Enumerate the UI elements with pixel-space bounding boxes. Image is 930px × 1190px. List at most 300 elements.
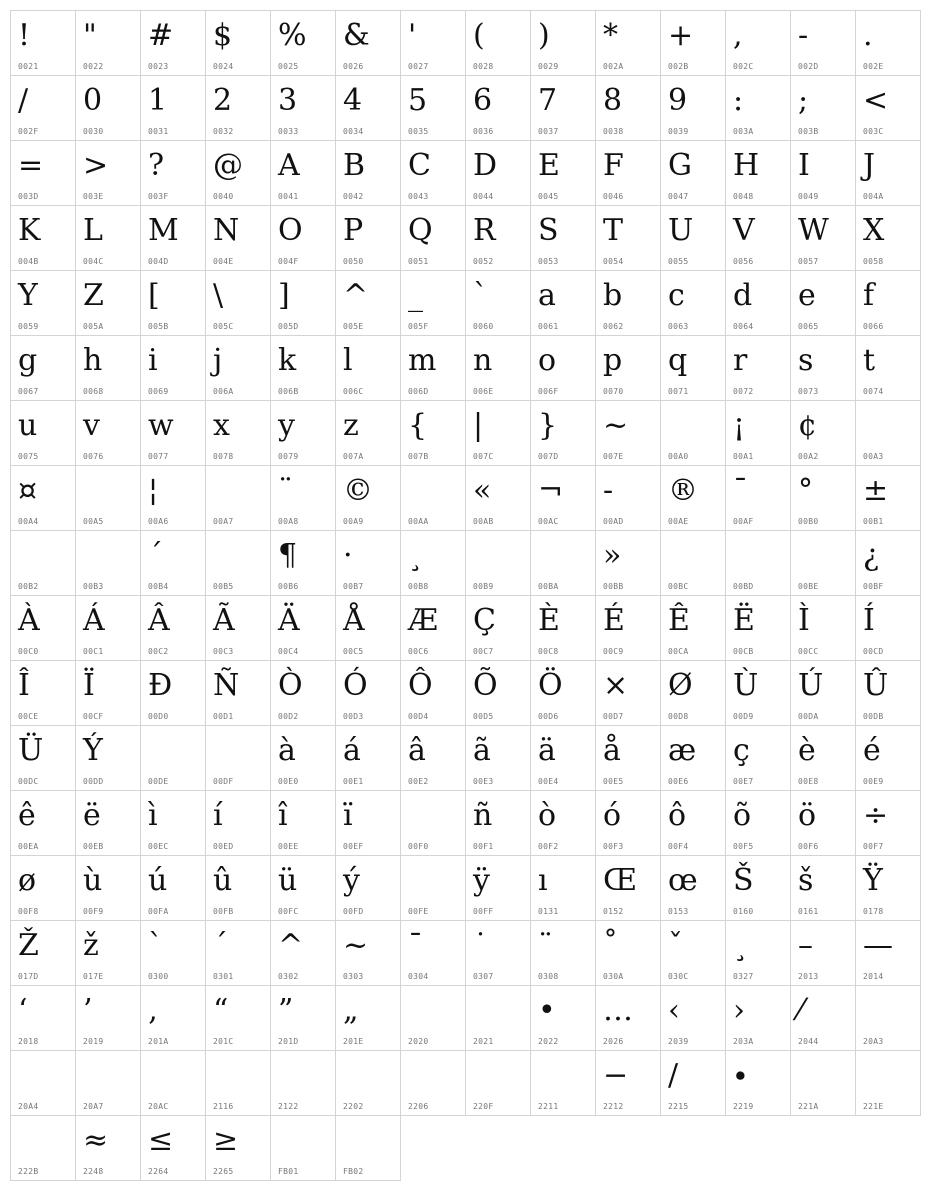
glyph-cell [10, 660, 76, 726]
glyph-cell [205, 595, 271, 661]
glyph-codepoint-label: 017E [83, 972, 104, 981]
glyph-sample: \ [213, 278, 224, 313]
glyph-sample: L [83, 213, 103, 248]
glyph-sample: Ü [18, 733, 44, 768]
glyph-codepoint-label: 0064 [733, 322, 754, 331]
glyph-sample: v [83, 408, 100, 443]
glyph-cell [335, 790, 401, 856]
glyph-sample: ý [343, 863, 360, 898]
glyph-cell [660, 855, 726, 921]
glyph-cell [335, 465, 401, 531]
glyph-cell [465, 920, 531, 986]
glyph-codepoint-label: 0065 [798, 322, 819, 331]
glyph-sample: ù [83, 863, 103, 898]
glyph-codepoint-label: 2020 [408, 1037, 429, 1046]
glyph-cell [400, 595, 466, 661]
glyph-cell [725, 75, 791, 141]
glyph-sample: ` [473, 278, 488, 313]
glyph-sample: ö [798, 798, 817, 833]
glyph-codepoint-label: 00FE [408, 907, 429, 916]
glyph-codepoint-label: 00B3 [83, 582, 104, 591]
glyph-codepoint-label: 20AC [148, 1102, 169, 1111]
glyph-cell [140, 660, 206, 726]
glyph-codepoint-label: 00BB [603, 582, 624, 591]
glyph-cell [530, 465, 596, 531]
glyph-codepoint-label: 0053 [538, 257, 559, 266]
glyph-sample: Ê [668, 603, 690, 638]
glyph-sample: « [473, 473, 492, 508]
glyph-cell [140, 205, 206, 271]
glyph-sample: x [213, 408, 230, 443]
glyph-sample: D [473, 148, 498, 183]
glyph-codepoint-label: 0042 [343, 192, 364, 201]
glyph-cell [725, 855, 791, 921]
glyph-cell [75, 1050, 141, 1116]
glyph-cell [725, 270, 791, 336]
glyph-sample: | [473, 408, 484, 443]
glyph-codepoint-label: 201C [213, 1037, 234, 1046]
glyph-sample: ~ [343, 928, 369, 963]
glyph-cell [270, 400, 336, 466]
glyph-sample: ó [603, 798, 622, 833]
glyph-sample: , [733, 18, 743, 53]
glyph-cell [75, 400, 141, 466]
glyph-codepoint-label: 00F7 [863, 842, 884, 851]
glyph-cell [530, 920, 596, 986]
glyph-cell [465, 400, 531, 466]
glyph-sample: ! [18, 18, 31, 53]
glyph-cell [400, 400, 466, 466]
glyph-sample: “ [213, 993, 229, 1028]
glyph-sample: e [798, 278, 816, 313]
glyph-sample: 4 [343, 83, 363, 118]
glyph-cell [660, 985, 726, 1051]
glyph-cell [75, 595, 141, 661]
glyph-codepoint-label: 0021 [18, 62, 39, 71]
glyph-cell [790, 855, 856, 921]
glyph-codepoint-label: 00A2 [798, 452, 819, 461]
glyph-codepoint-label: 005A [83, 322, 104, 331]
glyph-sample: Ò [278, 668, 303, 703]
glyph-codepoint-label: 2116 [213, 1102, 234, 1111]
glyph-sample: ¯ [733, 473, 748, 508]
glyph-codepoint-label: 00A9 [343, 517, 364, 526]
glyph-sample: k [278, 343, 297, 378]
glyph-cell [595, 790, 661, 856]
glyph-sample: G [668, 148, 692, 183]
glyph-sample: Í [863, 603, 875, 638]
glyph-sample: 3 [278, 83, 298, 118]
glyph-cell [855, 790, 921, 856]
glyph-sample: M [148, 213, 179, 248]
glyph-cell [140, 1115, 206, 1181]
glyph-codepoint-label: 004C [83, 257, 104, 266]
glyph-cell [400, 855, 466, 921]
glyph-codepoint-label: 030C [668, 972, 689, 981]
glyph-codepoint-label: 00EF [343, 842, 364, 851]
glyph-codepoint-label: 006F [538, 387, 559, 396]
glyph-sample: Û [863, 668, 889, 703]
glyph-sample: * [603, 18, 618, 53]
glyph-codepoint-label: 2211 [538, 1102, 559, 1111]
glyph-cell [660, 10, 726, 76]
glyph-codepoint-label: 00DA [798, 712, 819, 721]
glyph-sample: ¬ [538, 473, 564, 508]
glyph-sample: © [343, 473, 373, 508]
glyph-sample: ı [538, 863, 548, 898]
glyph-cell [400, 790, 466, 856]
glyph-cell [270, 1115, 336, 1181]
glyph-sample: Á [83, 603, 105, 638]
glyph-sample: Ø [668, 668, 693, 703]
glyph-sample: ï [343, 798, 353, 833]
glyph-sample: J [863, 148, 876, 183]
glyph-sample: i [148, 343, 158, 378]
glyph-codepoint-label: 0039 [668, 127, 689, 136]
glyph-sample: n [473, 343, 493, 378]
glyph-codepoint-label: 0308 [538, 972, 559, 981]
glyph-codepoint-label: 00A6 [148, 517, 169, 526]
glyph-cell [465, 465, 531, 531]
glyph-cell [335, 985, 401, 1051]
glyph-codepoint-label: 0043 [408, 192, 429, 201]
glyph-cell [335, 10, 401, 76]
glyph-sample: ‹ [668, 993, 680, 1028]
glyph-cell [660, 530, 726, 596]
glyph-codepoint-label: 00E0 [278, 777, 299, 786]
glyph-cell [270, 595, 336, 661]
glyph-cell [270, 335, 336, 401]
glyph-sample: f [863, 278, 875, 313]
glyph-cell [140, 465, 206, 531]
glyph-cell [530, 335, 596, 401]
glyph-cell [335, 400, 401, 466]
glyph-codepoint-label: 0076 [83, 452, 104, 461]
glyph-cell [465, 855, 531, 921]
glyph-codepoint-label: 00B2 [18, 582, 39, 591]
glyph-sample: Ö [538, 668, 563, 703]
glyph-codepoint-label: 00E1 [343, 777, 364, 786]
glyph-codepoint-label: 0071 [668, 387, 689, 396]
glyph-sample: - [798, 18, 809, 53]
glyph-codepoint-label: 00F4 [668, 842, 689, 851]
glyph-codepoint-label: 0038 [603, 127, 624, 136]
glyph-sample: ã [473, 733, 491, 768]
glyph-sample: { [408, 408, 428, 443]
glyph-codepoint-label: 00E6 [668, 777, 689, 786]
glyph-codepoint-label: FB02 [343, 1167, 364, 1176]
glyph-cell [10, 920, 76, 986]
glyph-codepoint-label: 00EC [148, 842, 169, 851]
glyph-codepoint-label: 00D2 [278, 712, 299, 721]
glyph-codepoint-label: 00C3 [213, 647, 234, 656]
glyph-codepoint-label: 00EA [18, 842, 39, 851]
glyph-sample: ≈ [83, 1123, 109, 1158]
glyph-codepoint-label: 0049 [798, 192, 819, 201]
glyph-cell [855, 660, 921, 726]
glyph-cell [465, 1050, 531, 1116]
glyph-codepoint-label: 00C1 [83, 647, 104, 656]
glyph-cell [465, 725, 531, 791]
glyph-cell [335, 530, 401, 596]
glyph-cell [660, 75, 726, 141]
glyph-codepoint-label: 00F0 [408, 842, 429, 851]
glyph-cell [10, 725, 76, 791]
glyph-cell [725, 985, 791, 1051]
glyph-sample: > [83, 148, 109, 183]
glyph-cell [335, 140, 401, 206]
glyph-sample: š [798, 863, 814, 898]
glyph-cell [465, 985, 531, 1051]
glyph-codepoint-label: 00C4 [278, 647, 299, 656]
glyph-codepoint-label: 00FF [473, 907, 494, 916]
glyph-cell [10, 400, 76, 466]
glyph-cell [660, 335, 726, 401]
glyph-sample: g [18, 343, 38, 378]
glyph-cell [10, 335, 76, 401]
glyph-codepoint-label: 00DC [18, 777, 39, 786]
glyph-sample: ì [148, 798, 158, 833]
glyph-cell [530, 205, 596, 271]
glyph-codepoint-label: 2264 [148, 1167, 169, 1176]
glyph-codepoint-label: 00F9 [83, 907, 104, 916]
glyph-cell [790, 985, 856, 1051]
glyph-sample: Ì [798, 603, 810, 638]
glyph-cell [790, 270, 856, 336]
glyph-cell [530, 140, 596, 206]
glyph-codepoint-label: 00FA [148, 907, 169, 916]
glyph-cell [465, 270, 531, 336]
glyph-sample: › [733, 993, 745, 1028]
glyph-cell [205, 335, 271, 401]
glyph-cell [595, 985, 661, 1051]
glyph-codepoint-label: 007E [603, 452, 624, 461]
glyph-codepoint-label: 002C [733, 62, 754, 71]
glyph-codepoint-label: 0060 [473, 322, 494, 331]
glyph-cell [205, 75, 271, 141]
glyph-codepoint-label: 00D5 [473, 712, 494, 721]
glyph-sample: ‚ [148, 993, 158, 1028]
glyph-codepoint-label: 0036 [473, 127, 494, 136]
glyph-cell [140, 335, 206, 401]
glyph-cell [10, 595, 76, 661]
glyph-cell [790, 920, 856, 986]
glyph-cell [335, 270, 401, 336]
glyph-sample: p [603, 343, 623, 378]
glyph-sample: F [603, 148, 624, 183]
glyph-sample: ¨ [538, 928, 553, 963]
glyph-sample: ñ [473, 798, 493, 833]
glyph-sample: ¸ [408, 538, 423, 573]
glyph-cell [595, 205, 661, 271]
glyph-sample: Ú [798, 668, 824, 703]
glyph-sample: ˇ [668, 928, 683, 963]
glyph-cell [75, 1115, 141, 1181]
glyph-codepoint-label: 0026 [343, 62, 364, 71]
glyph-cell [335, 75, 401, 141]
glyph-sample: P [343, 213, 364, 248]
glyph-cell [140, 140, 206, 206]
glyph-sample: q [668, 343, 688, 378]
glyph-cell [595, 10, 661, 76]
glyph-sample: à [278, 733, 296, 768]
glyph-sample: % [278, 18, 307, 53]
glyph-sample: Ñ [213, 668, 240, 703]
glyph-codepoint-label: 0058 [863, 257, 884, 266]
glyph-codepoint-label: 00B6 [278, 582, 299, 591]
glyph-cell [140, 595, 206, 661]
glyph-cell [270, 75, 336, 141]
glyph-cell [790, 400, 856, 466]
glyph-sample: h [83, 343, 103, 378]
glyph-sample: ≤ [148, 1123, 174, 1158]
glyph-sample: ç [733, 733, 750, 768]
glyph-codepoint-label: 00BC [668, 582, 689, 591]
glyph-cell [10, 205, 76, 271]
glyph-cell [205, 660, 271, 726]
glyph-cell [205, 855, 271, 921]
glyph-cell [140, 10, 206, 76]
glyph-cell [75, 140, 141, 206]
glyph-codepoint-label: 0035 [408, 127, 429, 136]
glyph-cell [725, 920, 791, 986]
glyph-sample: Š [733, 863, 754, 898]
glyph-cell [530, 790, 596, 856]
glyph-sample: ~ [603, 408, 629, 443]
glyph-sample: Ð [148, 668, 173, 703]
glyph-cell [725, 400, 791, 466]
glyph-codepoint-label: 006E [473, 387, 494, 396]
glyph-cell [140, 985, 206, 1051]
glyph-cell [10, 1115, 76, 1181]
glyph-cell [660, 270, 726, 336]
glyph-sample: ä [538, 733, 556, 768]
glyph-sample: 0 [83, 83, 103, 118]
glyph-cell [205, 465, 271, 531]
glyph-codepoint-label: 2022 [538, 1037, 559, 1046]
glyph-codepoint-label: 00BE [798, 582, 819, 591]
glyph-codepoint-label: 2014 [863, 972, 884, 981]
glyph-codepoint-label: 00B8 [408, 582, 429, 591]
glyph-cell [140, 725, 206, 791]
glyph-codepoint-label: 2122 [278, 1102, 299, 1111]
glyph-sample: ¡ [733, 408, 746, 443]
glyph-sample: _ [408, 278, 423, 313]
glyph-sample: l [343, 343, 353, 378]
glyph-codepoint-label: 0153 [668, 907, 689, 916]
glyph-codepoint-label: 003E [83, 192, 104, 201]
glyph-cell [10, 985, 76, 1051]
glyph-sample: − [603, 1058, 629, 1093]
glyph-codepoint-label: 00E5 [603, 777, 624, 786]
glyph-cell [595, 725, 661, 791]
glyph-codepoint-label: 002F [18, 127, 39, 136]
glyph-codepoint-label: 007C [473, 452, 494, 461]
glyph-cell [270, 10, 336, 76]
glyph-cell [10, 530, 76, 596]
glyph-codepoint-label: 00E8 [798, 777, 819, 786]
glyph-sample: ˙ [473, 928, 488, 963]
glyph-codepoint-label: 0055 [668, 257, 689, 266]
glyph-sample: [ [148, 278, 160, 313]
glyph-cell [335, 920, 401, 986]
glyph-sample: d [733, 278, 753, 313]
glyph-cell [530, 530, 596, 596]
glyph-cell [10, 75, 76, 141]
glyph-cell [725, 205, 791, 271]
glyph-codepoint-label: 00DE [148, 777, 169, 786]
glyph-cell [660, 140, 726, 206]
glyph-sample: œ [668, 863, 698, 898]
glyph-sample: ¯ [408, 928, 423, 963]
glyph-sample: ø [18, 863, 37, 898]
glyph-cell [595, 270, 661, 336]
glyph-cell [270, 985, 336, 1051]
glyph-cell [205, 140, 271, 206]
glyph-cell [660, 400, 726, 466]
glyph-codepoint-label: 00AA [408, 517, 429, 526]
glyph-cell [595, 400, 661, 466]
glyph-codepoint-label: 0068 [83, 387, 104, 396]
glyph-cell [725, 10, 791, 76]
glyph-codepoint-label: 2026 [603, 1037, 624, 1046]
glyph-codepoint-label: 0041 [278, 192, 299, 201]
glyph-sample: C [408, 148, 431, 183]
glyph-codepoint-label: 2248 [83, 1167, 104, 1176]
glyph-cell [205, 530, 271, 596]
glyph-sample: # [148, 18, 174, 53]
glyph-codepoint-label: 0044 [473, 192, 494, 201]
glyph-sample: ] [278, 278, 290, 313]
glyph-codepoint-label: 00CA [668, 647, 689, 656]
glyph-cell [465, 530, 531, 596]
glyph-sample: } [538, 408, 558, 443]
glyph-cell [660, 920, 726, 986]
glyph-cell [140, 530, 206, 596]
glyph-cell [595, 920, 661, 986]
glyph-sample: - [603, 473, 614, 508]
glyph-codepoint-label: 00A8 [278, 517, 299, 526]
glyph-codepoint-label: 203A [733, 1037, 754, 1046]
glyph-cell [790, 140, 856, 206]
glyph-cell [270, 855, 336, 921]
glyph-codepoint-label: 0031 [148, 127, 169, 136]
glyph-codepoint-label: 2215 [668, 1102, 689, 1111]
glyph-sample: R [473, 213, 496, 248]
glyph-cell [270, 205, 336, 271]
glyph-sample: ° [798, 473, 813, 508]
glyph-codepoint-label: 00BF [863, 582, 884, 591]
glyph-sample: · [343, 538, 353, 573]
glyph-codepoint-label: 00B5 [213, 582, 234, 591]
glyph-sample: • [538, 993, 556, 1028]
glyph-cell [400, 140, 466, 206]
glyph-sample: È [538, 603, 560, 638]
glyph-sample: û [213, 863, 233, 898]
glyph-sample: W [798, 213, 829, 248]
glyph-codepoint-label: 0029 [538, 62, 559, 71]
glyph-sample: ´ [148, 538, 163, 573]
glyph-codepoint-label: 017D [18, 972, 39, 981]
glyph-sample: ´ [213, 928, 228, 963]
glyph-cell [270, 465, 336, 531]
glyph-sample: ˚ [603, 928, 618, 963]
glyph-cell [10, 1050, 76, 1116]
glyph-cell [855, 335, 921, 401]
glyph-codepoint-label: 00CB [733, 647, 754, 656]
glyph-sample: ) [538, 18, 550, 53]
glyph-codepoint-label: 00DF [213, 777, 234, 786]
